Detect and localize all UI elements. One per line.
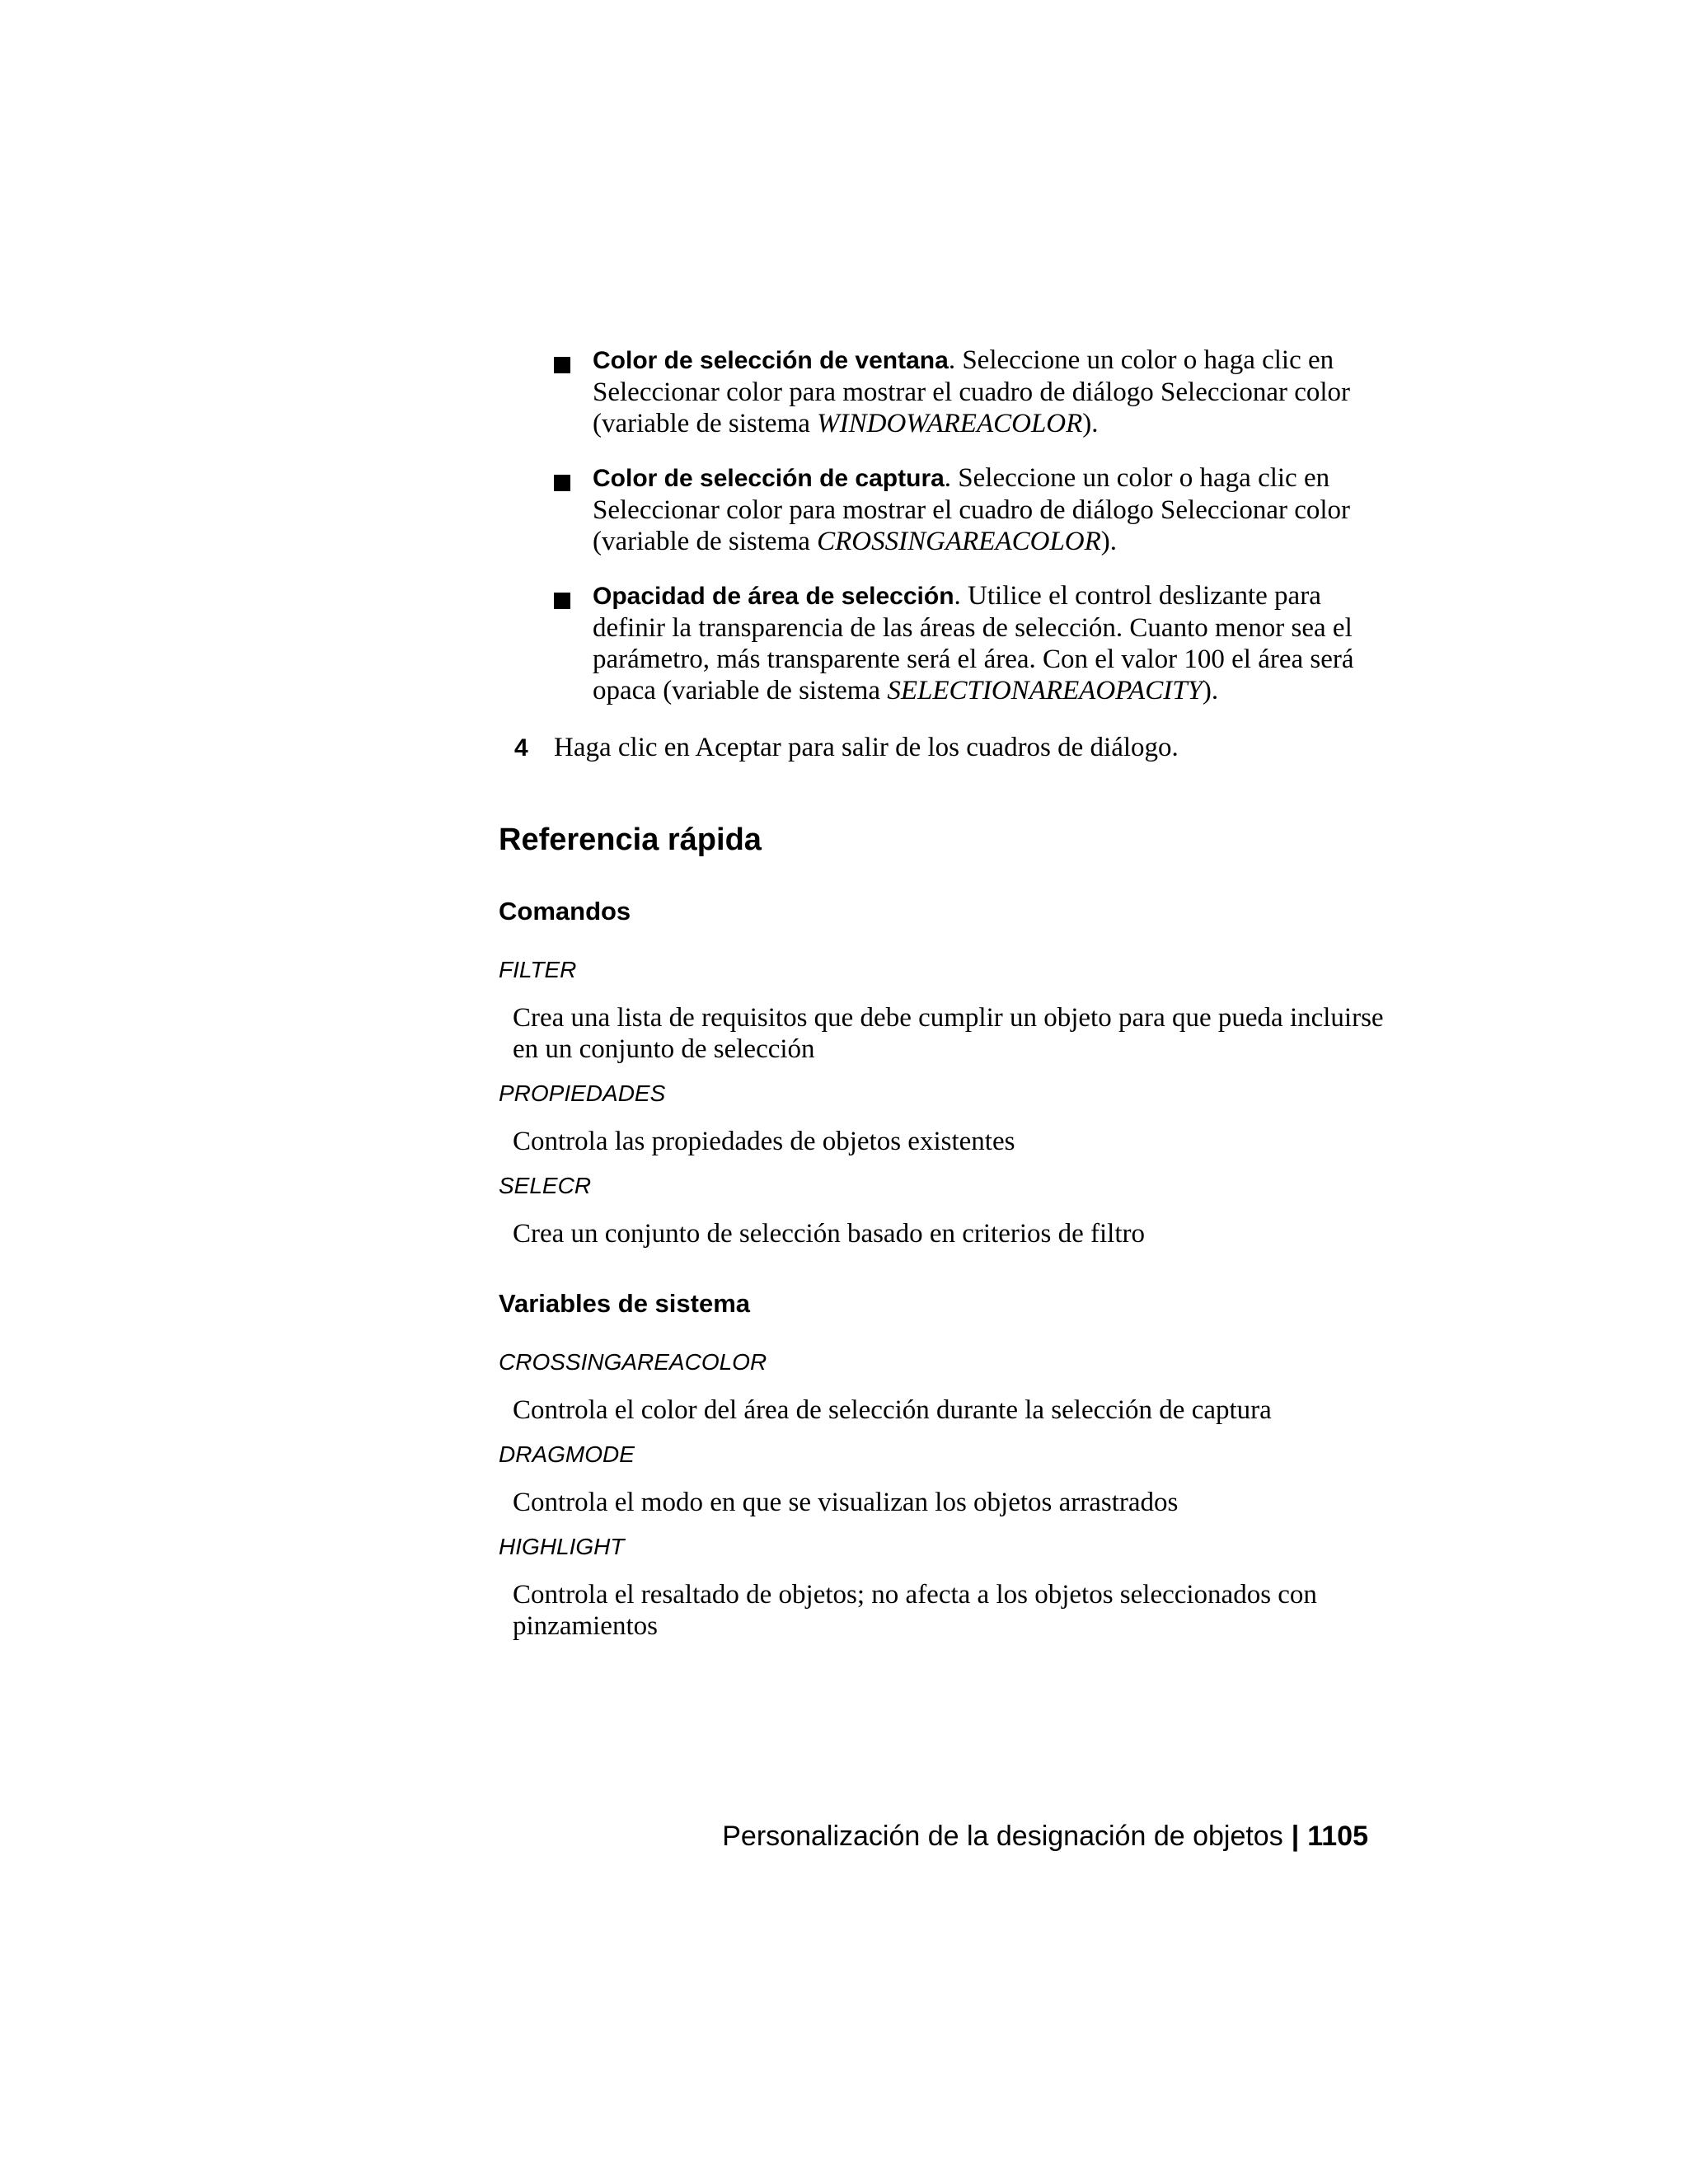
bullet-description: . Utilice el control deslizante para definir la transparencia de las áreas de selección. Cuanto menor sea el parámetro, más transparente será el área. Con el valor 100 el área será opaca (variable de sistema [593,581,1354,705]
system-variable-description: Controla el resaltado de objetos; no afecta a los objetos seleccionados con pinzamientos [513,1580,1317,1641]
system-variable-name: HIGHLIGHT [499,1534,625,1559]
page-footer [722,1818,1368,1854]
bullet-list [554,344,1378,729]
bullet-description-end: ). [1082,409,1099,438]
footer-section-title: Personalización de la designación de objetos [722,1821,1283,1852]
bullet-description-end: ). [1100,527,1118,556]
bullet-description: . Seleccione un color o haga clic en Seleccionar color para mostrar el cuadro de diálogo Seleccionar color (variable de sistema [593,345,1351,438]
system-variable-description: Controla el modo en que se visualizan los objetos arrastrados [513,1488,1179,1517]
system-variable-name: SELECTIONAREAOPACITY [887,676,1203,705]
bullet-term: Color de selección de ventana [593,347,949,374]
footer-separator: | [1291,1821,1300,1852]
system-variable-name: WINDOWAREACOLOR [817,409,1083,438]
bullet-item [554,580,1378,706]
bullet-term: Opacidad de área de selección [593,583,954,610]
command-name: SELECR [499,1173,592,1198]
bullet-description: . Seleccione un color o haga clic en Seleccionar color para mostrar el cuadro de diálogo Seleccionar color (variable de sistema [593,463,1351,556]
command-description: Crea un conjunto de selección basado en criterios de filtro [513,1219,1145,1249]
bullet-square-icon [554,593,570,609]
system-variable-description: Controla el color del área de selección durante la selección de captura [513,1395,1272,1425]
step-number: 4 [514,734,528,762]
system-variables-heading: Variables de sistema [499,1289,751,1318]
bullet-item [554,344,1378,439]
section-heading: Referencia rápida [499,823,762,857]
commands-list [499,956,1389,1264]
page-number: 1105 [1307,1821,1368,1852]
bullet-term: Color de selección de captura [593,465,945,492]
system-variable-name: CROSSINGAREACOLOR [817,527,1101,556]
commands-heading: Comandos [499,897,631,926]
bullet-square-icon [554,475,570,491]
bullet-square-icon [554,357,570,373]
system-variable-name: DRAGMODE [499,1441,635,1467]
command-name: PROPIEDADES [499,1080,666,1106]
bullet-description-end: ). [1202,676,1219,705]
system-variable-name: CROSSINGAREACOLOR [499,1349,767,1375]
step-text: Haga clic en Aceptar para salir de los cuadros de diálogo. [554,733,1179,762]
bullet-item [554,462,1378,557]
command-description: Controla las propiedades de objetos existentes [513,1127,1015,1156]
command-description: Crea una lista de requisitos que debe cumplir un objeto para que pueda incluirse en un conjunto de selección [513,1003,1384,1064]
command-name: FILTER [499,957,577,982]
numbered-step [514,732,1380,764]
system-variables-list [499,1348,1389,1657]
